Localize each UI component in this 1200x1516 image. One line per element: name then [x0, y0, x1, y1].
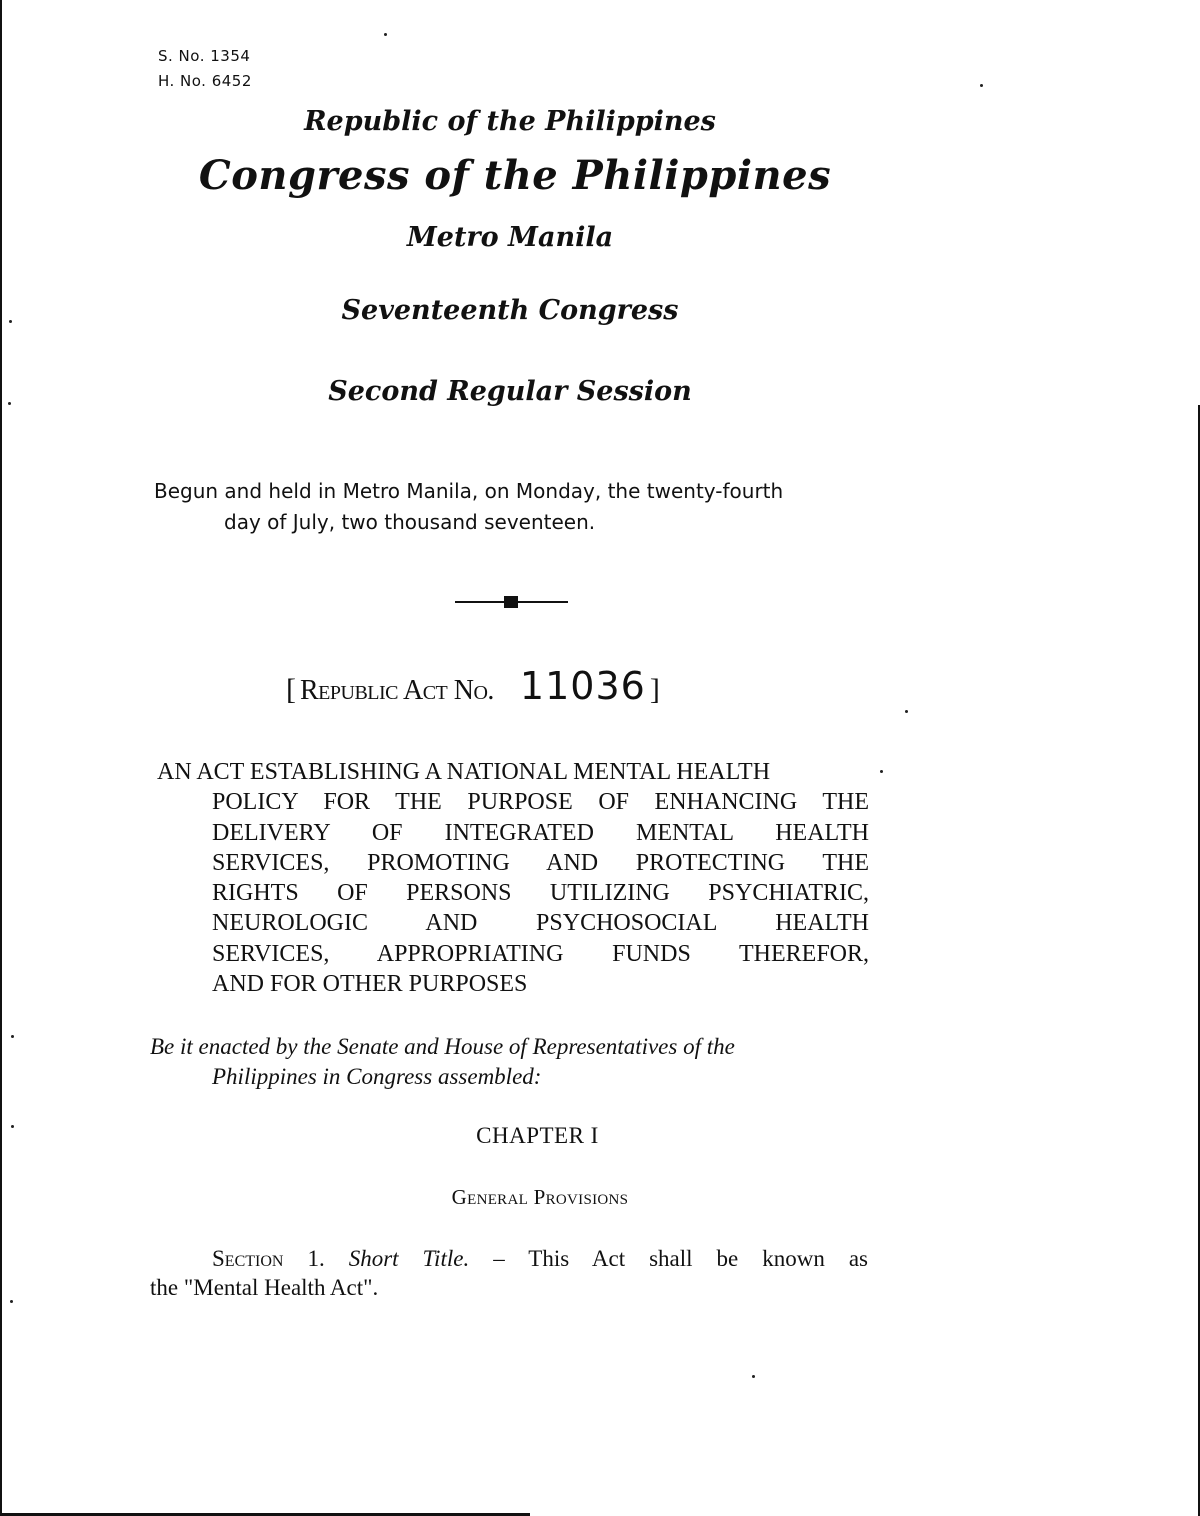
section-1: [150, 1244, 868, 1302]
section-1-line-2: the "Mental Health Act".: [150, 1275, 379, 1300]
act-title-line: SERVICES, PROMOTING AND PROTECTING THE: [212, 849, 869, 876]
scan-speck: [880, 770, 883, 773]
congress-number-heading: Seventeenth Congress: [341, 295, 679, 326]
scan-speck: [11, 1035, 14, 1038]
act-title-line: POLICY FOR THE PURPOSE OF ENHANCING THE: [212, 789, 869, 816]
act-title-line: NEUROLOGIC AND PSYCHOSOCIAL HEALTH: [212, 910, 869, 937]
location-heading: Metro Manila: [406, 222, 614, 253]
enacting-line-2: Philippines in Congress assembled:: [212, 1064, 542, 1089]
enacting-line-1: Be it enacted by the Senate and House of Representatives of the: [150, 1034, 735, 1059]
republic-act-number: [286, 664, 660, 708]
scan-speck: [752, 1375, 755, 1378]
scan-speck: [905, 710, 908, 713]
close-bracket: ]: [649, 673, 660, 706]
act-title-line: AND FOR OTHER PURPOSES: [212, 971, 528, 998]
section-text: – This Act shall be known as: [493, 1246, 869, 1271]
act-title: [157, 757, 869, 999]
begun-statement: [154, 476, 874, 538]
senate-bill-number: S. No. 1354: [158, 47, 251, 65]
open-bracket: [: [286, 673, 296, 706]
section-1-line-1: [150, 1244, 868, 1273]
act-title-line: RIGHTS OF PERSONS UTILIZING PSYCHIATRIC,: [212, 880, 869, 907]
scan-speck: [10, 1300, 13, 1303]
separator-ornament: [504, 596, 518, 608]
act-title-line: SERVICES, APPROPRIATING FUNDS THEREFOR,: [212, 940, 869, 967]
bill-numbers: [158, 44, 252, 94]
chapter-heading: CHAPTER I: [476, 1123, 599, 1148]
section-title: Short Title.: [348, 1246, 470, 1271]
congress-heading: Congress of the Philippines: [198, 152, 832, 199]
scan-speck: [980, 84, 983, 87]
act-number: 11036: [519, 664, 646, 708]
section-heading: Section 1.: [212, 1246, 325, 1271]
act-title-line: AN ACT ESTABLISHING A NATIONAL MENTAL HEALTH: [157, 759, 771, 785]
act-label: Republic Act No.: [300, 675, 494, 706]
chapter-title: General Provisions: [451, 1185, 629, 1209]
house-bill-number: H. No. 6452: [158, 72, 252, 90]
begun-line-1: Begun and held in Metro Manila, on Monday, the twenty-fourth: [154, 479, 784, 503]
session-heading: Second Regular Session: [328, 376, 692, 407]
republic-heading: Republic of the Philippines: [304, 106, 716, 137]
begun-line-2: day of July, two thousand seventeen.: [224, 510, 596, 534]
act-title-line: DELIVERY OF INTEGRATED MENTAL HEALTH: [212, 819, 869, 846]
enacting-clause: [150, 1032, 870, 1092]
scan-speck: [384, 33, 387, 36]
